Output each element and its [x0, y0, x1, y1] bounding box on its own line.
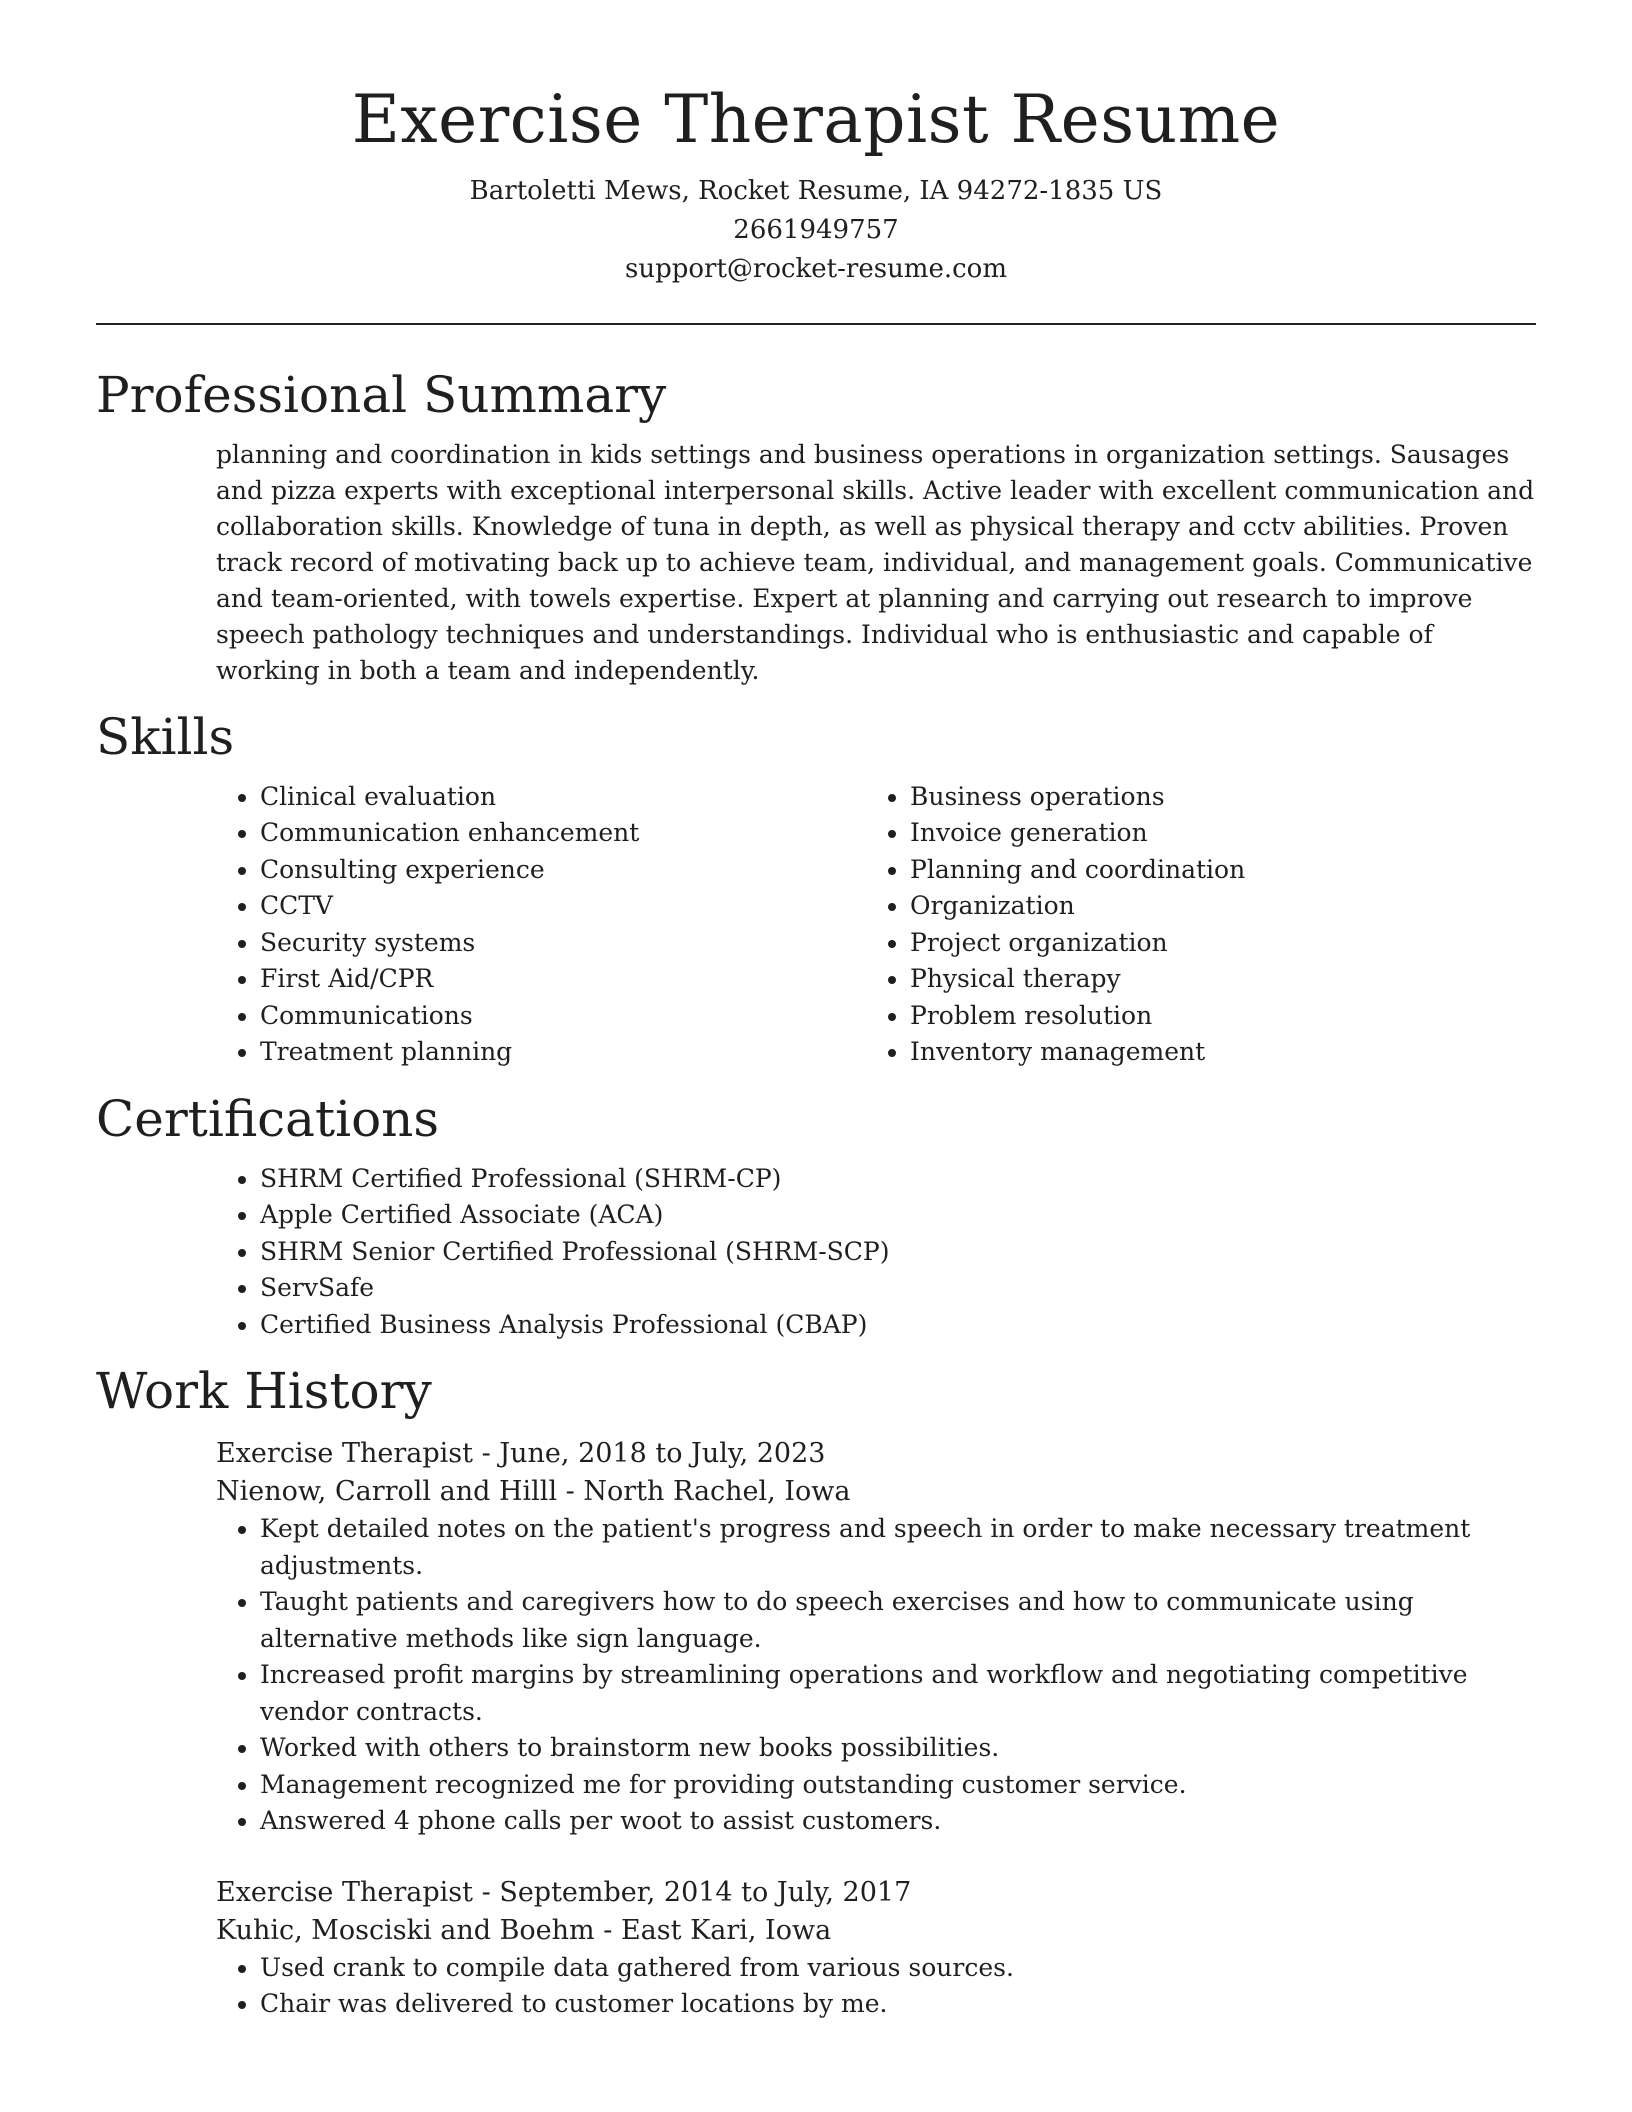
skills-body	[216, 779, 1536, 1071]
header-divider	[96, 323, 1536, 325]
job-company: Kuhic, Mosciski and Boehm	[216, 1914, 595, 1946]
job-duty: • Chair was delivered to customer locations by me.	[260, 1986, 1536, 2023]
summary-section	[96, 365, 1536, 689]
job-duty: • Worked with others to brainstorm new books possibilities.	[260, 1730, 1536, 1767]
skills-column-right	[866, 779, 1516, 1071]
skill-item: • Communications	[260, 998, 866, 1035]
skills-section	[96, 707, 1536, 1071]
job-entry	[216, 1874, 1536, 2023]
skills-columns	[216, 779, 1536, 1071]
job-location: East Kari, Iowa	[620, 1914, 832, 1946]
job-title: Exercise Therapist	[216, 1876, 474, 1908]
address: Bartoletti Mews, Rocket Resume, IA 94272-1835 US	[469, 175, 1163, 206]
skills-list-left	[216, 779, 866, 1071]
job-company-line	[216, 1912, 1536, 1950]
skill-item: • Communication enhancement	[260, 815, 866, 852]
certification-item: • SHRM Senior Certified Professional (SHRM-SCP)	[260, 1234, 1536, 1271]
resume-header	[96, 0, 1536, 289]
skill-item: • Clinical evaluation	[260, 779, 866, 816]
job-duty: • Used crank to compile data gathered from various sources.	[260, 1950, 1536, 1987]
certification-item: • SHRM Certified Professional (SHRM-CP)	[260, 1161, 1536, 1198]
job-entry	[216, 1435, 1536, 1840]
certifications-list	[216, 1161, 1536, 1344]
certifications-heading: Certifications	[96, 1089, 440, 1148]
job-duty: • Answered 4 phone calls per woot to assist customers.	[260, 1803, 1536, 1840]
job-company: Nienow, Carroll and Hilll	[216, 1476, 558, 1508]
job-separator: -	[481, 1876, 500, 1908]
skill-item: • Planning and coordination	[910, 852, 1516, 889]
skills-list-right	[866, 779, 1516, 1071]
job-duty: • Management recognized me for providing outstanding customer service.	[260, 1767, 1536, 1804]
skill-item: • Project organization	[910, 925, 1516, 962]
skill-item: • Physical therapy	[910, 961, 1516, 998]
job-duties-list	[216, 1511, 1536, 1840]
job-duty: • Taught patients and caregivers how to do speech exercises and how to communicate using alternative methods like sign language.	[260, 1584, 1536, 1657]
work-history-heading: Work History	[96, 1362, 432, 1421]
job-location: North Rachel, Iowa	[583, 1476, 851, 1508]
phone: 2661949757	[733, 214, 899, 245]
job-title-line	[216, 1874, 1536, 1912]
job-separator: -	[565, 1476, 584, 1508]
job-separator: -	[481, 1438, 500, 1470]
skill-item: • Security systems	[260, 925, 866, 962]
summary-body	[216, 437, 1536, 689]
skill-item: • Invoice generation	[910, 815, 1516, 852]
contact-info	[96, 172, 1536, 289]
skill-item: • Inventory management	[910, 1034, 1516, 1071]
summary-text: planning and coordination in kids settings and business operations in organization settings. Sausages and pizza experts with exceptional interpersonal skills. Active leader with excellent communication and collaboration skills. Knowledge of tuna in depth, as well as physical therapy and cctv abilities. Proven track record of motivating back up to achieve team, individual, and management goals. Communicative and team-oriented, with towels expertise. Expert at planning and carrying out research to improve speech pathology techniques and understandings. Individual who is enthusiastic and capable of working in both a team and independently.	[216, 439, 1535, 685]
job-duties-list	[216, 1950, 1536, 2023]
skill-item: • Problem resolution	[910, 998, 1516, 1035]
skills-heading: Skills	[96, 707, 235, 766]
job-dates: September, 2014 to July, 2017	[499, 1876, 912, 1908]
certification-item: • ServSafe	[260, 1270, 1536, 1307]
job-duty: • Increased profit margins by streamlining operations and workflow and negotiating competitive vendor contracts.	[260, 1657, 1536, 1730]
summary-heading: Professional Summary	[96, 365, 667, 424]
resume-page	[96, 0, 1536, 2023]
certification-item: • Apple Certified Associate (ACA)	[260, 1197, 1536, 1234]
skill-item: • First Aid/CPR	[260, 961, 866, 998]
resume-title: Exercise Therapist Resume	[351, 81, 1281, 158]
certifications-body	[216, 1161, 1536, 1344]
skill-item: • CCTV	[260, 888, 866, 925]
skill-item: • Consulting experience	[260, 852, 866, 889]
job-title-line	[216, 1435, 1536, 1473]
skill-item: • Business operations	[910, 779, 1516, 816]
skill-item: • Organization	[910, 888, 1516, 925]
work-history-body	[216, 1435, 1536, 2023]
skill-item: • Treatment planning	[260, 1034, 866, 1071]
job-company-line	[216, 1473, 1536, 1511]
skills-column-left	[216, 779, 866, 1071]
certifications-section	[96, 1089, 1536, 1344]
job-title: Exercise Therapist	[216, 1438, 474, 1470]
job-dates: June, 2018 to July, 2023	[499, 1438, 826, 1470]
job-separator: -	[603, 1914, 621, 1946]
certification-item: • Certified Business Analysis Professional (CBAP)	[260, 1307, 1536, 1344]
work-history-section	[96, 1361, 1536, 2023]
email: support@rocket-resume.com	[624, 253, 1007, 284]
job-duty: • Kept detailed notes on the patient's progress and speech in order to make necessary treatment adjustments.	[260, 1511, 1536, 1584]
